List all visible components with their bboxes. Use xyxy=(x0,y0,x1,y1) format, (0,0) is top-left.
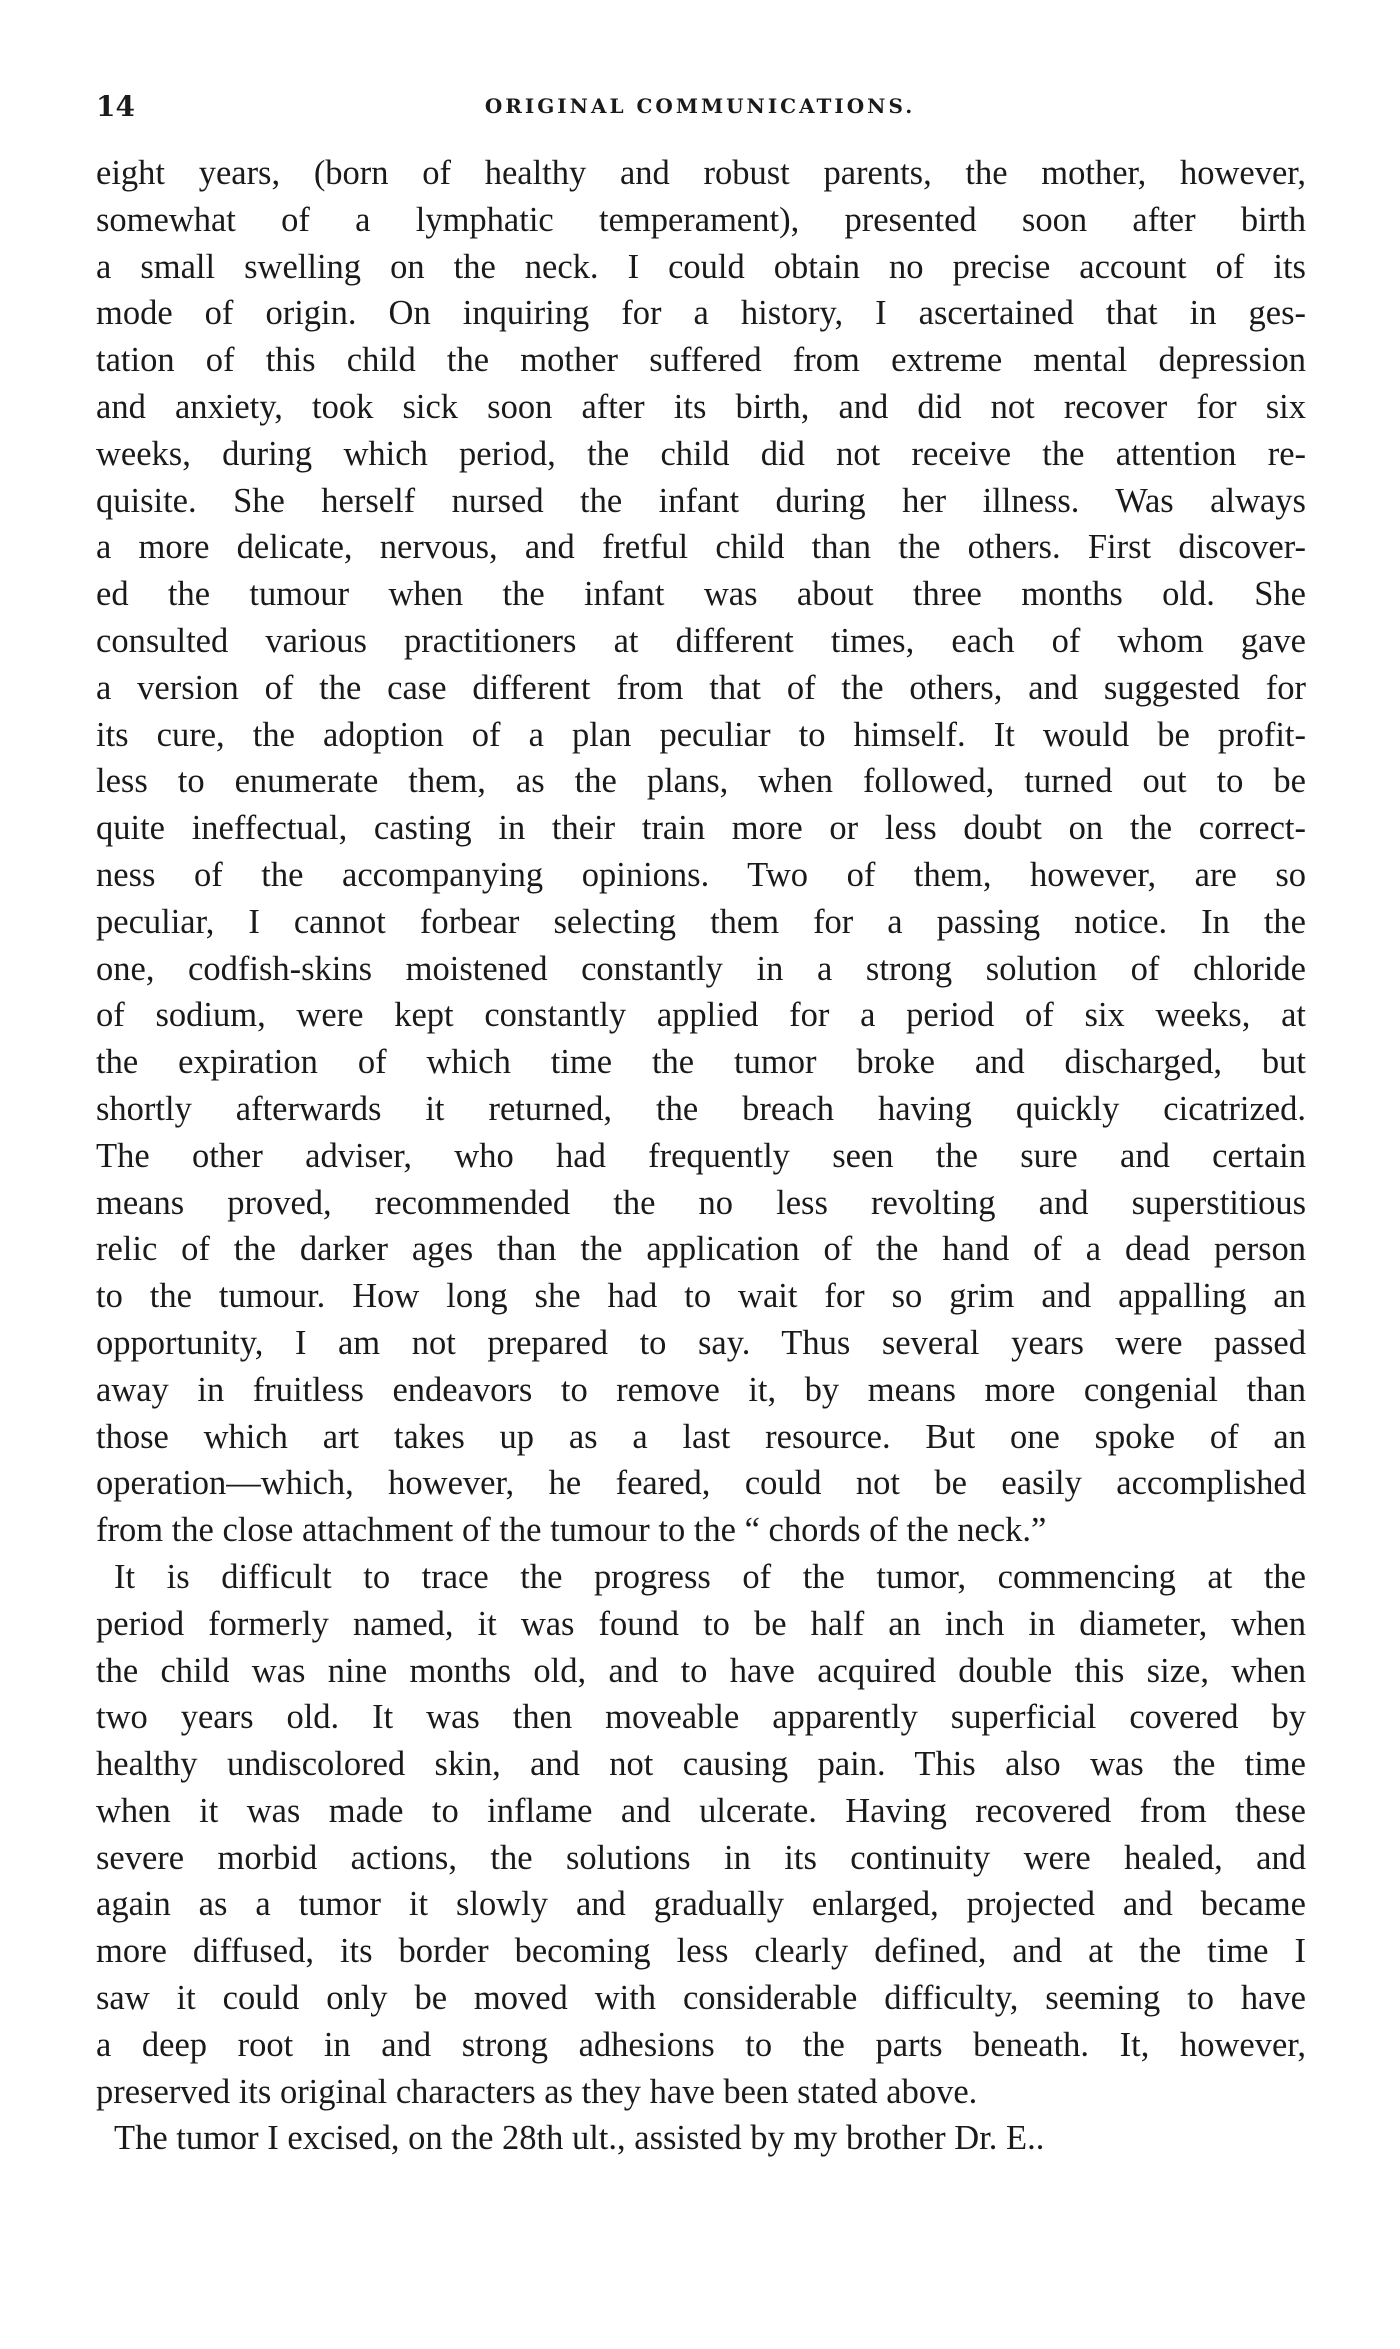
text-line: a deep root in and strong adhesions to the parts beneath. It, however, xyxy=(96,2025,1306,2064)
text-line: consulted various practitioners at different times, each of whom gave xyxy=(96,621,1306,660)
text-line: from the close attachment of the tumour to the “ chords of the neck.” xyxy=(96,1511,1047,1550)
text-line: preserved its original characters as they have been stated above. xyxy=(96,2072,978,2111)
text-line: the child was nine months old, and to have acquired double this size, when xyxy=(96,1651,1306,1690)
body-text xyxy=(96,150,1306,2162)
text-line: a small swelling on the neck. I could obtain no precise account of its xyxy=(96,247,1306,286)
text-line: a version of the case different from that of the others, and suggested for xyxy=(96,668,1306,707)
text-line: two years old. It was then moveable apparently superficial covered by xyxy=(96,1698,1306,1737)
running-head: ORIGINAL COMMUNICATIONS. xyxy=(484,94,916,118)
text-line: weeks, during which period, the child did not receive the attention re- xyxy=(96,434,1306,473)
text-line: operation—which, however, he feared, could not be easily accomplished xyxy=(96,1464,1306,1503)
text-line: relic of the darker ages than the application of the hand of a dead person xyxy=(96,1230,1306,1269)
text-line: quisite. She herself nursed the infant during her illness. Was always xyxy=(96,481,1306,520)
text-line: away in fruitless endeavors to remove it, by means more congenial than xyxy=(96,1370,1306,1409)
page-header xyxy=(0,90,1400,130)
text-line: less to enumerate them, as the plans, when followed, turned out to be xyxy=(96,762,1306,801)
text-line: more diffused, its border becoming less clearly defined, and at the time I xyxy=(96,1932,1306,1971)
text-line: of sodium, were kept constantly applied for a period of six weeks, at xyxy=(96,996,1306,1035)
text-line: shortly afterwards it returned, the breach having quickly cicatrized. xyxy=(96,1089,1306,1128)
text-line: its cure, the adoption of a plan peculiar to himself. It would be profit- xyxy=(96,715,1306,754)
text-line: period formerly named, it was found to be half an inch in diameter, when xyxy=(96,1604,1306,1643)
text-line: tation of this child the mother suffered from extreme mental depression xyxy=(96,341,1306,380)
text-line: one, codfish-skins moistened constantly in a strong solution of chloride xyxy=(96,949,1306,988)
text-line: to the tumour. How long she had to wait for so grim and appalling an xyxy=(96,1277,1306,1316)
text-line: a more delicate, nervous, and fretful child than the others. First discover- xyxy=(96,528,1306,567)
text-line: means proved, recommended the no less revolting and superstitious xyxy=(96,1183,1306,1222)
text-line: mode of origin. On inquiring for a history, I ascertained that in ges- xyxy=(96,294,1306,333)
text-line: The tumor I excised, on the 28th ult., assisted by my brother Dr. E.. xyxy=(114,2119,1045,2158)
text-line: opportunity, I am not prepared to say. Thus several years were passed xyxy=(96,1323,1306,1362)
text-line: The other adviser, who had frequently seen the sure and certain xyxy=(96,1136,1306,1175)
text-line: and anxiety, took sick soon after its birth, and did not recover for six xyxy=(96,387,1306,426)
text-line: eight years, (born of healthy and robust parents, the mother, however, xyxy=(96,154,1306,192)
text-line: severe morbid actions, the solutions in its continuity were healed, and xyxy=(96,1838,1306,1877)
page-number: 14 xyxy=(96,90,135,123)
text-line: ness of the accompanying opinions. Two of them, however, are so xyxy=(96,855,1306,894)
text-line: healthy undiscolored skin, and not causing pain. This also was the time xyxy=(96,1745,1306,1784)
text-line: those which art takes up as a last resource. But one spoke of an xyxy=(96,1417,1306,1456)
text-line: It is difficult to trace the progress of the tumor, commencing at the xyxy=(114,1557,1306,1596)
text-line: peculiar, I cannot forbear selecting them for a passing notice. In the xyxy=(96,902,1306,941)
text-line: the expiration of which time the tumor broke and discharged, but xyxy=(96,1043,1306,1082)
text-line: somewhat of a lymphatic temperament), presented soon after birth xyxy=(96,200,1306,239)
text-line: again as a tumor it slowly and gradually enlarged, projected and became xyxy=(96,1885,1306,1924)
text-line: ed the tumour when the infant was about three months old. She xyxy=(96,575,1306,614)
text-line: quite ineffectual, casting in their train more or less doubt on the correct- xyxy=(96,809,1306,848)
text-line: saw it could only be moved with considerable difficulty, seeming to have xyxy=(96,1979,1306,2018)
text-line: when it was made to inflame and ulcerate. Having recovered from these xyxy=(96,1791,1306,1830)
